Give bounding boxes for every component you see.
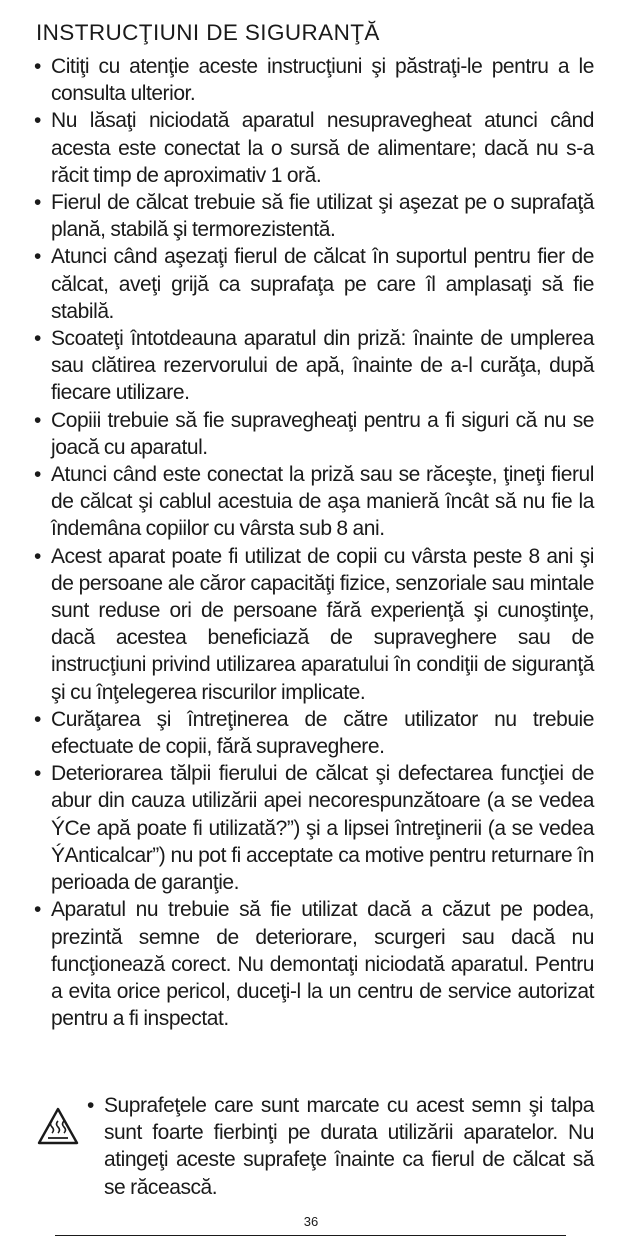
hot-surface-warning [34, 1092, 594, 1202]
list-item [34, 461, 594, 543]
list-item-text: Aparatul nu trebuie să fie utilizat dacă a căzut pe podea, prezintă semne de deteriorare, scurgeri sau dacă nu funcţionează corect. Nu demontaţi niciodată aparatul. Pentru a evita orice pericol, duceţi-l la un centru de service autorizat pentru a fi inspectat. [51, 898, 594, 1031]
list-item-text: Deteriorarea tălpii fierului de călcat şi defectarea funcţiei de abur din cauza utilizării apei necorespunzătoare (a se vedea ÝCe apă poate fi utilizată?”) şi a lipsei întreţinerii (a se vedea ÝAnticalcar”) nu pot fi acceptate ca motive pentru returnare în perioada de garanţie. [51, 762, 594, 895]
list-item [34, 543, 594, 706]
bullet: • [34, 707, 41, 731]
list-item [34, 760, 594, 896]
list-item [34, 189, 594, 243]
list-item [34, 243, 594, 325]
bullet: • [87, 1094, 94, 1117]
list-item-text: Atunci când este conectat la priză sau se răceşte, ţineţi fierul de călcat şi cablul acestuia de aşa manieră încât să nu fie la îndemâna copiilor cu vârsta sub 8 ani. [51, 463, 594, 541]
list-item [34, 706, 594, 760]
list-item-text: Acest aparat poate fi utilizat de copii cu vârsta peste 8 ani şi de persoane ale căror capacităţi fizice, senzoriale sau mintale sunt reduse ori de persoane fără experienţă şi cunoştinţe, dacă acestea beneficiază de supraveghere sau de instrucţiuni privind utilizarea aparatului în condiţii de siguranţă şi cu înţelegerea riscurilor implicate. [51, 544, 594, 704]
list-item-text: Nu lăsaţi niciodată aparatul nesupravegheat atunci când acesta este conectat la o sursă de alimentare; dacă nu s-a răcit timp de aproximativ 1 oră. [51, 109, 594, 187]
section-title: INSTRUCŢIUNI DE SIGURANŢĂ [36, 20, 380, 45]
bullet: • [34, 55, 41, 78]
bullet: • [34, 191, 41, 215]
list-item-text: Copiii trebuie să fie supravegheaţi pentru a fi siguri că nu se joacă cu aparatul. [51, 408, 594, 459]
bullet: • [34, 327, 41, 351]
list-item-text: Fierul de călcat trebuie să fie utilizat şi aşezat pe o suprafaţă plană, stabilă şi termorezistentă. [51, 191, 594, 242]
bullet: • [34, 898, 41, 922]
page-number: 36 [303, 1214, 319, 1229]
footer-rule [55, 1235, 566, 1236]
hot-surface-warning-text-block [87, 1092, 594, 1201]
list-item-text: Curăţarea şi întreţinerea de către utilizator nu trebuie efectuate de copii, fără supraveghere. [51, 707, 594, 759]
bullet: • [34, 109, 41, 133]
list-item [34, 107, 594, 189]
bullet: • [34, 245, 41, 269]
list-item [34, 896, 594, 1032]
list-item-text: Atunci când aşezaţi fierul de călcat în suportul pentru fier de călcat, aveţi grijă ca suprafaţa pe care îl amplasaţi să fie stabilă. [51, 245, 594, 323]
safety-instructions-list [34, 53, 594, 1032]
bullet: • [34, 544, 41, 568]
bullet: • [34, 463, 41, 487]
list-item-text: Scoateţi întotdeauna aparatul din priză: înainte de umplerea sau clătirea rezervorului de apă, înainte de a-l curăţa, după fiecare utilizare. [51, 327, 594, 405]
list-item [34, 407, 594, 461]
list-item [34, 53, 594, 107]
bullet: • [34, 408, 41, 432]
hot-surface-warning-icon [37, 1107, 79, 1145]
list-item-text: Citiţi cu atenţie aceste instrucţiuni şi păstraţi-le pentru a le consulta ulterior. [51, 55, 594, 106]
list-item [34, 325, 594, 407]
bullet: • [34, 762, 41, 786]
hot-surface-warning-text: Suprafeţele care sunt marcate cu acest semn şi talpa sunt foarte fierbinţi pe durata utilizării aparatelor. Nu atingeţi aceste suprafeţe înainte ca fierul de călcat să se răcească. [104, 1094, 594, 1199]
